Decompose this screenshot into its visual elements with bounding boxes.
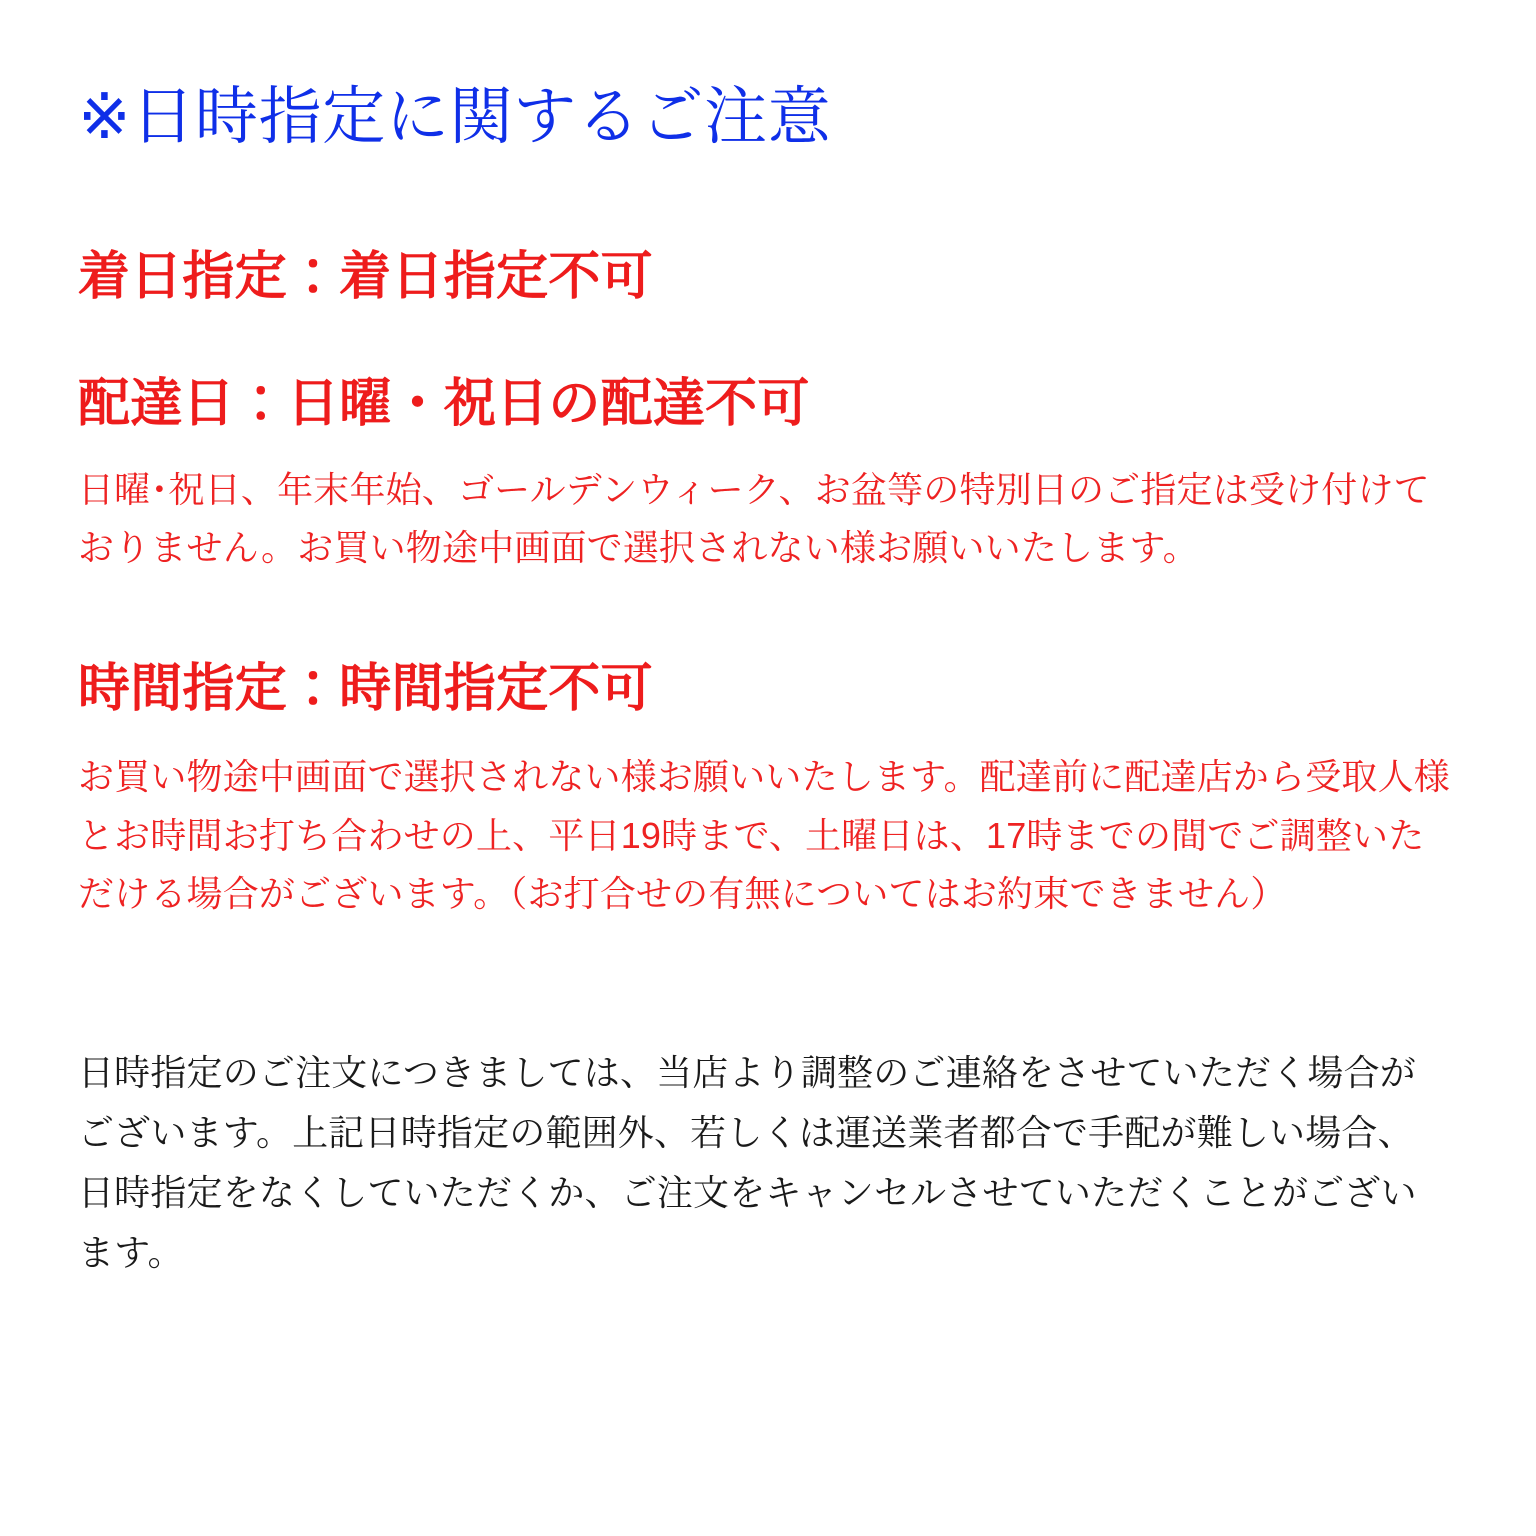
section-heading-time-designation: 時間指定：時間指定不可 xyxy=(78,660,653,719)
page-title: ※日時指定に関するご注意 xyxy=(78,82,832,152)
section-heading-delivery-day: 配達日：日曜・祝日の配達不可 xyxy=(78,374,810,433)
section-time-designation xyxy=(78,657,1456,923)
footer-note: 日時指定のご注文につきましては、当店より調整のご連絡をさせていただく場合がございます。上記日時指定の範囲外、若しくは運送業者都合で手配が難しい場合、日時指定をなくしていただくか、ご注文をキャンセルさせていただくことがございます。 xyxy=(78,1052,1417,1273)
section-heading-arrival-date: 着日指定：着日指定不可 xyxy=(78,247,653,306)
section-body-delivery-day: 日曜･祝日、年末年始、ゴールデンウィーク、お盆等の特別日のご指定は受け付けておりません。お買い物途中画面で選択されない様お願いいたします。 xyxy=(78,468,1430,569)
section-delivery-day xyxy=(78,372,1456,578)
section-body-time-designation: お買い物途中画面で選択されない様お願いいたします。配達前に配達店から受取人様とお時間お打ち合わせの上、平日19時まで、土曜日は、17時までの間でご調整いただける場合がございます。（お打合せの有無についてはお約束できません） xyxy=(78,756,1450,914)
section-delivery-date-designation xyxy=(78,245,1456,310)
